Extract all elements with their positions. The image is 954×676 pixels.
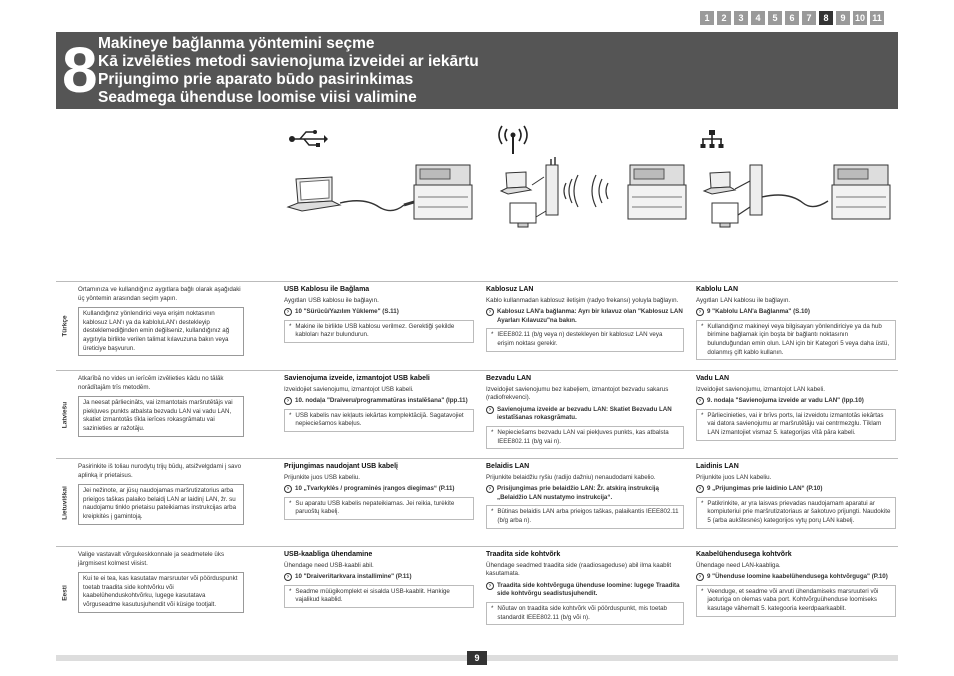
method-column	[696, 375, 896, 441]
asterisk-icon: *	[289, 587, 292, 595]
arrow-right-icon: ›	[284, 485, 292, 493]
step-3[interactable]: 3	[734, 11, 748, 25]
intro-column	[78, 375, 248, 437]
reference-link[interactable]	[486, 485, 684, 502]
note-text: Būtinas belaidis LAN arba prieigos taškas, palaikantis IEEE802.11 (b/g arba n).	[497, 508, 679, 524]
reference-link[interactable]	[284, 485, 474, 494]
arrow-right-icon: ›	[486, 406, 494, 414]
reference-text: 10 „Tvarkyklės / programinės įrangos diegimas“ (P.11)	[295, 485, 455, 493]
page-number: 9	[467, 651, 487, 665]
arrow-right-icon: ›	[696, 397, 704, 405]
note-text: Kullandığınız makineyi veya bilgisayarı yönlendiriciye ya da hub birimine bağlamak için boşta bir bağlantı noktasının bulunduğundan emin olun. LAN için bir Kategori 5 veya daha üstü, dolanmış çift kablo kullanın.	[707, 322, 890, 356]
arrow-right-icon: ›	[486, 582, 494, 590]
method-title: Kablosuz LAN	[486, 286, 534, 293]
reference-text: 9. nodaļa "Savienojuma izveide ar vadu LAN" (lpp.10)	[707, 397, 864, 405]
note-box	[696, 585, 896, 617]
asterisk-icon: *	[701, 587, 704, 595]
intro-note-box: Kullandığınız yönlendirici veya erişim noktasının kablosuz LAN'ı ya da kabloluLAN'ı destekleyip desteklemediğinden emin değilseniz, kullandığınız ağ aygıtıyla birlikte verilen talimat kılavuzuna bakın veya üreticiye başvurun.	[78, 307, 244, 356]
arrow-right-icon: ›	[284, 573, 292, 581]
method-column	[284, 551, 474, 608]
method-description: Prijunkite juos LAN kabeliu.	[696, 473, 772, 481]
method-column	[284, 286, 474, 343]
note-box	[284, 497, 474, 520]
reference-text: 10 "Sürücü/Yazılım Yükleme" (S.11)	[295, 308, 399, 316]
note-text: USB kabelis nav iekļauts iekārtas komplektācijā. Sagatavojiet nepieciešamos kabeļus.	[295, 411, 464, 428]
intro-note-box: Jei nežinote, ar jūsų naudojamas maršrutizatorius arba prieigos taškas palaiko belaidį LAN ar laidinį LAN, žr. su naudojamu tinklo prietaisu pateikiamas instrukcijas arba kreipkitės į gamintoją.	[78, 484, 244, 524]
section-header	[56, 32, 898, 109]
method-description: Prijunkite belaidžiu ryšiu (radijo dažniu) nenaudodami kabelio.	[486, 473, 656, 481]
note-text: Nõutav on traadita side kohtvõrk või pöörduspunkt, mis toetab standardit IEEE802.11 (b/g või n).	[497, 604, 667, 621]
arrow-right-icon: ›	[486, 485, 494, 493]
reference-text: Prisijungimas prie belaidžio LAN: Žr. atskirą instrukciją „Belaidžio LAN nustatymo instrukcija“.	[497, 485, 659, 501]
method-title: Prijungimas naudojant USB kabelį	[284, 463, 398, 470]
method-column	[486, 375, 684, 449]
note-text: Makine ile birlikte USB kablosu verilmez. Gerektiği şekilde kabloları hazır bulundurun.	[295, 322, 455, 339]
title-turkish: Makineye bağlanma yöntemini seçme	[98, 35, 375, 52]
reference-text: 10. nodaļa "Draiveru/programmatūras instalēšana" (lpp.11)	[295, 397, 468, 405]
reference-link[interactable]	[486, 308, 684, 325]
asterisk-icon: *	[701, 411, 704, 419]
note-box	[486, 602, 684, 625]
method-description: Izveidojiet savienojumu, izmantojot LAN kabeli.	[696, 385, 825, 393]
reference-text: 9 „Prijungimas prie laidinio LAN“ (P.10)	[707, 485, 823, 493]
note-box	[284, 320, 474, 343]
asterisk-icon: *	[491, 331, 494, 339]
intro-note-box: Ja neesat pārliecināts, vai izmantotais maršrutētājs vai piekļuves punkts atbalsta bezvadu LAN vai vadu LAN, skatiet izmantotās tīkla ierīces rokasgrāmatu vai sazinieties ar ražotāju.	[78, 396, 244, 436]
reference-link[interactable]	[696, 308, 896, 317]
arrow-right-icon: ›	[284, 308, 292, 316]
intro-text: Ortamınıza ve kullandığınız aygıtlara bağlı olarak aşağıdaki üç yöntemin arasından seçim yapın.	[78, 286, 241, 302]
method-description: Ühendage need LAN-kaabliga.	[696, 561, 781, 569]
method-column	[486, 551, 684, 625]
language-row	[56, 458, 898, 546]
method-title: Bezvadu LAN	[486, 375, 532, 382]
asterisk-icon: *	[701, 499, 704, 507]
method-title: Vadu LAN	[696, 375, 730, 382]
reference-text: Kablosuz LAN'a bağlanma: Ayrı bir kılavuz olan "Kablosuz LAN Ayarları Kılavuzu"na bakın.	[497, 308, 683, 324]
arrow-right-icon: ›	[696, 485, 704, 493]
wireless-icon	[496, 125, 530, 155]
arrow-right-icon: ›	[696, 308, 704, 316]
method-description: Izveidojiet savienojumu, izmantojot USB kabeli.	[284, 385, 414, 393]
step-8[interactable]: 8	[819, 11, 833, 25]
asterisk-icon: *	[701, 322, 704, 330]
step-1[interactable]: 1	[700, 11, 714, 25]
method-column	[486, 463, 684, 529]
step-navigation	[700, 11, 884, 25]
section-titles	[98, 35, 479, 107]
note-box	[696, 409, 896, 441]
step-6[interactable]: 6	[785, 11, 799, 25]
asterisk-icon: *	[491, 508, 494, 516]
note-text: Seadme müügikomplekt ei sisalda USB-kaablit. Hankige vajalikud kaablid.	[295, 587, 450, 604]
note-box	[284, 585, 474, 608]
method-column	[284, 375, 474, 432]
method-description: Izveidojiet savienojumu bez kabeļiem, izmantojot bezvadu sakarus (radiofrekvenci).	[486, 385, 669, 402]
method-description: Aygıtları USB kablosu ile bağlayın.	[284, 296, 379, 304]
reference-link[interactable]	[284, 573, 474, 582]
intro-column	[78, 551, 248, 613]
step-4[interactable]: 4	[751, 11, 765, 25]
reference-text: Savienojuma izveide ar bezvadu LAN: Skatiet Bezvadu LAN iestatīšanas rokasgrāmatu.	[497, 405, 672, 422]
language-row	[56, 281, 898, 370]
reference-text: 9 "Ühenduse loomine kaabelühendusega kohtvõrguga" (P.10)	[707, 573, 888, 581]
note-box	[486, 505, 684, 528]
step-11[interactable]: 11	[870, 11, 884, 25]
method-title: USB-kaabliga ühendamine	[284, 551, 373, 558]
asterisk-icon: *	[491, 604, 494, 612]
asterisk-icon: *	[289, 499, 292, 507]
reference-link[interactable]	[696, 573, 896, 582]
wireless-scene-illustration	[496, 157, 696, 237]
intro-text: Valige vastavalt võrgukeskkonnale ja seadmetele üks järgmisest kolmest viisist.	[78, 551, 225, 567]
usb-icon	[288, 129, 328, 149]
method-description: Kablo kullanmadan kablosuz iletişim (radyo frekansı) yoluyla bağlayın.	[486, 296, 679, 304]
intro-column	[78, 463, 248, 525]
note-text: Veenduge, et seadme või arvuti ühendamiseks marsruuteri või jaoturiga on olemas vaba port. Kohtvõrguühenduse loomiseks kasutage vähemalt 5. kategooria keerdpaarkaablit.	[707, 587, 879, 612]
connection-illustrations	[56, 109, 898, 277]
lan-scene-illustration	[698, 157, 898, 237]
intro-note-box: Kui te ei tea, kas kasutatav marsruuter või pöörduspunkt toetab traadita side kohtvõrku või kaabelühenduskohtvõrku, lugege kasutatava võrguseadme kasutusjuhendit või küsige tootjalt.	[78, 572, 244, 612]
note-box	[696, 497, 896, 529]
language-row	[56, 546, 898, 638]
language-label: Lietuviškai	[61, 485, 69, 520]
note-box	[486, 426, 684, 449]
method-column	[696, 463, 896, 529]
language-row	[56, 370, 898, 458]
step-7[interactable]: 7	[802, 11, 816, 25]
reference-link[interactable]	[486, 406, 684, 423]
usb-scene-illustration	[284, 157, 474, 227]
note-box	[486, 328, 684, 351]
method-column	[696, 286, 896, 360]
step-2[interactable]: 2	[717, 11, 731, 25]
step-10[interactable]: 10	[854, 13, 865, 23]
language-label: Türkçe	[61, 315, 69, 337]
note-box	[284, 409, 474, 432]
note-text: Su aparatu USB kabelis nepateikiamas. Jei reikia, turėkite paruoštų kabelį.	[295, 499, 455, 516]
arrow-right-icon: ›	[284, 397, 292, 405]
asterisk-icon: *	[491, 428, 494, 436]
method-title: Belaidis LAN	[486, 463, 530, 470]
note-text: Pārliecinieties, vai ir brīvs ports, lai izveidotu izmantotās iekārtas vai datora savienojumu ar maršrutētāju vai centrmezglu. Tīklam LAN izmantojiet vismaz 5. kategorijas vītā pāra kabeli.	[707, 411, 884, 436]
method-description: Aygıtları LAN kablosu ile bağlayın.	[696, 296, 791, 304]
note-text: Nepieciešams bezvadu LAN vai piekļuves punkts, kas atbalsta IEEE802.11 (b/g vai n).	[497, 428, 669, 445]
method-title: Kaabelühendusega kohtvõrk	[696, 551, 792, 558]
method-title: Kablolu LAN	[696, 286, 738, 293]
note-text: Patikrinkite, ar yra laisvas prievadas naudojamam aparatui ar kompiuteriui prie maršrutizatoriaus ar šakotuvo prijungti. Naudokite 5 (arba aukštesnės) kategorijos vytų porų LAN kabelį.	[707, 499, 891, 524]
method-column	[696, 551, 896, 617]
title-latvian: Kā izvēlēties metodi savienojuma izveidei ar iekārtu	[98, 53, 479, 70]
reference-text: 9 "Kablolu LAN'a Bağlanma" (S.10)	[707, 308, 810, 316]
method-description: Ühendage need USB-kaabli abil.	[284, 561, 374, 569]
step-5[interactable]: 5	[768, 11, 782, 25]
method-description: Prijunkite juos USB kabeliu.	[284, 473, 361, 481]
method-title: Traadita side kohtvõrk	[486, 551, 561, 558]
method-column	[284, 463, 474, 520]
note-text: IEEE802.11 (b/g veya n) destekleyen bir kablosuz LAN veya erişim noktası gerekir.	[497, 331, 663, 347]
intro-column	[78, 286, 248, 356]
language-label: Latviešu	[61, 401, 69, 428]
arrow-right-icon: ›	[696, 573, 704, 581]
language-label: Eesti	[61, 584, 69, 601]
reference-link[interactable]	[486, 582, 684, 599]
section-number: 8	[62, 34, 98, 106]
step-9[interactable]: 9	[836, 11, 850, 25]
arrow-right-icon: ›	[486, 308, 494, 316]
reference-text: Traadita side kohtvõrguga ühenduse loomine: lugege Traadita side kohtvõrgu seadistusjuhendit.	[497, 581, 680, 598]
method-column	[486, 286, 684, 352]
reference-link[interactable]	[696, 397, 896, 406]
method-title: Laidinis LAN	[696, 463, 739, 470]
reference-link[interactable]	[696, 485, 896, 494]
title-lithuanian: Prijungimo prie aparato būdo pasirinkimas	[98, 71, 414, 88]
asterisk-icon: *	[289, 322, 292, 330]
reference-link[interactable]	[284, 308, 474, 317]
asterisk-icon: *	[289, 411, 292, 419]
lan-icon	[700, 129, 724, 149]
reference-link[interactable]	[284, 397, 474, 406]
method-description: Ühendage seadmed traadita side (raadiosageduse) abil ilma kaablit kasutamata.	[486, 561, 672, 578]
method-title: USB Kablosu ile Bağlama	[284, 286, 370, 293]
intro-text: Pasirinkite iš toliau nurodytų trijų būdų, atsižvelgdami į savo aplinką ir prietaisus.	[78, 463, 242, 479]
reference-text: 10 "Draiveri/tarkvara installimine" (P.11)	[295, 573, 412, 581]
method-title: Savienojuma izveide, izmantojot USB kabeli	[284, 375, 430, 382]
intro-text: Atkarībā no vides un ierīcēm izvēlieties kādu no tālāk norādītajām trīs metodēm.	[78, 375, 224, 391]
note-box	[696, 320, 896, 360]
title-estonian: Seadmega ühenduse loomise viisi valimine	[98, 89, 417, 106]
